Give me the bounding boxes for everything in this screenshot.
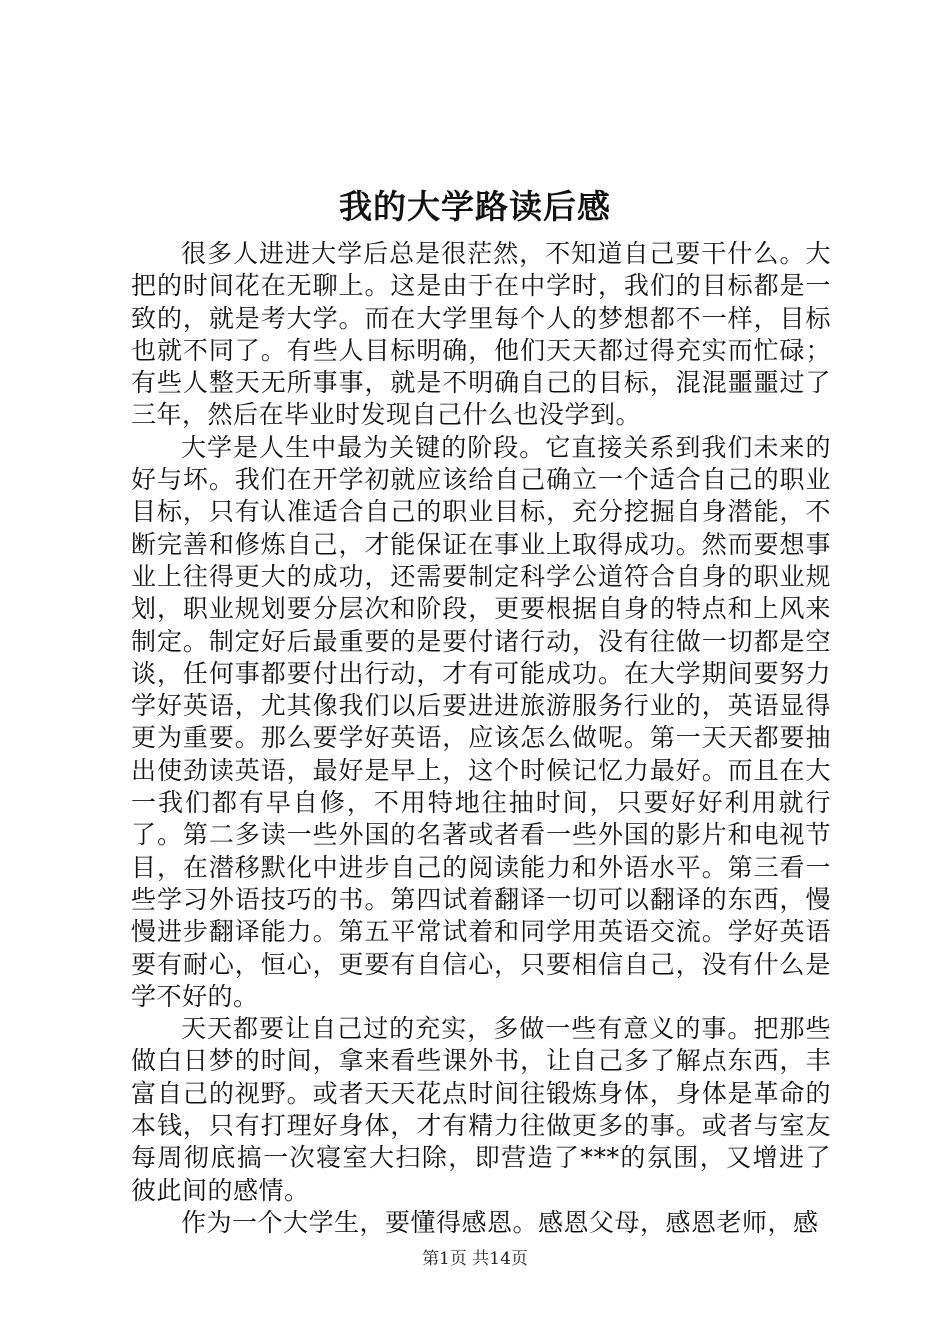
document-body — [131, 238, 831, 1239]
document-title: 我的大学路读后感 — [339, 187, 611, 226]
paragraph-4: 作为一个大学生，要懂得感恩。感恩父母，感恩老师，感 — [181, 1207, 819, 1237]
page-footer: 第1页 共14页 — [422, 1249, 528, 1269]
paragraph-2: 大学是人生中最为关键的阶段。它直接关系到我们未来的好与坏。我们在开学初就应该给自己确立一个适合自己的职业目标，只有认准适合自己的职业目标，充分挖掘自身潜能，不断完善和修炼自己，才能保证在事业上取得成功。然而要想事业上往得更大的成功，还需要制定科学公道符合自身的职业规划，职业规划要分层次和阶段，更要根据自身的特点和上风来制定。制定好后最重要的是要付诸行动，没有往做一切都是空谈，任何事都要付出行动，才有可能成功。在大学期间要努力学好英语，尤其像我们以后要进进旅游服务行业的，英语显得更为重要。那么要学好英语，应该怎么做呢。第一天天都要抽出使劲读英语，最好是早上，这个时候记忆力最好。而且在大一我们都有早自修，不用特地往抽时间，只要好好利用就行了。第二多读一些外国的名著或者看一些外国的影片和电视节目，在潜移默化中进步自己的阅读能力和外语水平。第三看一些学习外语技巧的书。第四试着翻译一切可以翻译的东西，慢慢进步翻译能力。第五平常试着和同学用英语交流。学好英语要有耐心，恒心，更要有自信心，只要相信自己，没有什么是学不好的。 — [131, 432, 831, 1011]
paragraph-1: 很多人进进大学后总是很茫然，不知道自己要干什么。大把的时间花在无聊上。这是由于在中学时，我们的目标都是一致的，就是考大学。而在大学里每个人的梦想都不一样，目标也就不同了。有些人目标明确，他们天天都过得充实而忙碌；有些人整天无所事事，就是不明确自己的目标，混混噩噩过了三年，然后在毕业时发现自己什么也没学到。 — [131, 239, 831, 430]
paragraph-3: 天天都要让自己过的充实，多做一些有意义的事。把那些做白日梦的时间，拿来看些课外书，让自己多了解点东西，丰富自己的视野。或者天天花点时间往锻炼身体，身体是革命的本钱，只有打理好身体，才有精力往做更多的事。或者与室友每周彻底搞一次寝室大扫除，即营造了***的氛围，又增进了彼此间的感情。 — [131, 1014, 831, 1205]
